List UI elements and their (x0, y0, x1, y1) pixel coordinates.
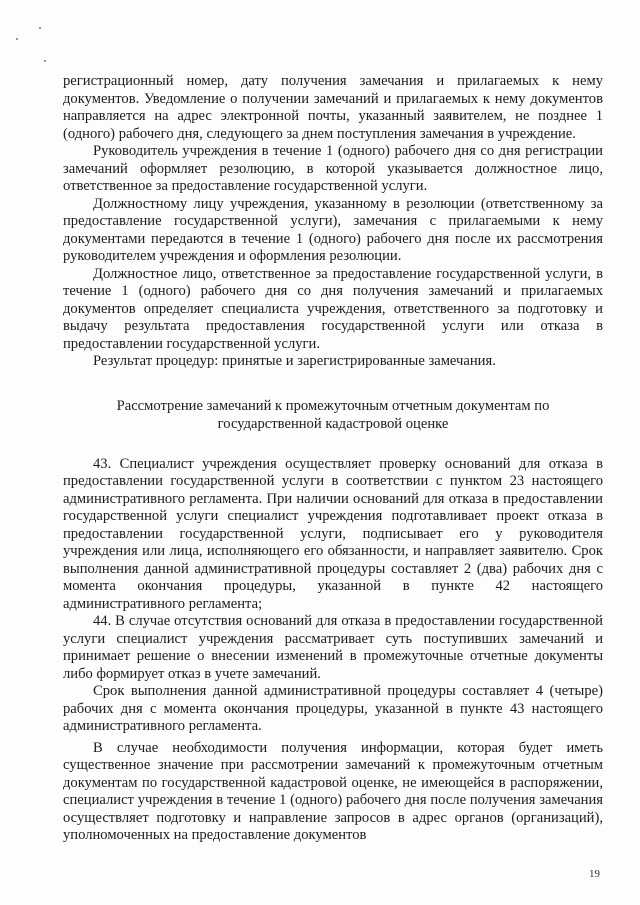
paragraph-head-resolution: Руководитель учреждения в течение 1 (одного) рабочего дня со дня регистрации замечаний оформляет резолюцию, в которой указывается должностное лицо, ответственное за предоставление государственной услуги. (63, 143, 603, 194)
paragraph-deadline: Срок выполнения данной административной процедуры составляет 4 (четыре) рабочих дня с момента окончания процедуры, указанной в пункте 43 настоящего административного регламента. (63, 683, 603, 734)
scan-speck (44, 60, 46, 62)
section-heading-line-1: Рассмотрение замечаний к промежуточным отчетным документам по (116, 397, 550, 414)
section-heading (63, 397, 603, 433)
paragraph-transfer-to-official: Должностному лицу учреждения, указанному в резолюции (ответственному за предоставление государственной услуги), замечания с прилагаемыми к нему документами передаются в течение 1 (одного) рабочего дня после их рассмотрения руководителем учреждения и оформления резолюции. (63, 195, 603, 264)
page-number: 19 (589, 868, 600, 880)
paragraph-specialist-assignment: Должностное лицо, ответственное за предоставление государственной услуги, в течение 1 (одного) рабочего дня со дня получения замечаний и прилагаемых документов определяет специалиста учреждения, ответственного за подготовку и выдачу результата предоставления государственной услуги или отказа в предоставлении государственной услуги. (63, 265, 603, 352)
paragraph-item-43: 43. Специалист учреждения осуществляет проверку оснований для отказа в предоставлении государственной услуги в соответствии с пунктом 23 настоящего административного регламента. При наличии оснований для отказа в предоставлении государственной услуги специалист учреждения подготавливает проект отказа в предоставлении государственной услуги, подписывает его у руководителя учреждения или лица, исполняющего его обязанности, и направляет заявителю. Срок выполнения данной административной процедуры составляет 2 (два) рабочих дня с момента окончания процедуры, указанной в пункте 42 настоящего административного регламента; (63, 455, 603, 612)
paragraph-item-44: 44. В случае отсутствия оснований для отказа в предоставлении государственной услуги специалист учреждения рассматривает суть поступивших замечаний и принимает решение о внесении изменений в промежуточные отчетные документы либо формирует отказ в учете замечаний. (63, 613, 603, 682)
document-body (63, 73, 603, 845)
scan-speck (39, 27, 41, 29)
paragraph-continuation: регистрационный номер, дату получения замечания и прилагаемых к нему документов. Уведомление о получении замечаний и прилагаемых к нему документов направляется на адрес электронной почты, указанный заявителем, не позднее 1 (одного) рабочего дня, следующего за днем поступления замечания в учреждение. (63, 73, 603, 142)
paragraph-information-request: В случае необходимости получения информации, которая будет иметь существенное значение при рассмотрении замечаний к промежуточным отчетным документам по государственной кадастровой оценке, не имеющейся в распоряжении, специалист учреждения в течение 1 (одного) рабочего дня после получения замечания осуществляет подготовку и направление запросов в адрес органов (организаций), уполномоченных на предоставление документов (63, 739, 603, 843)
paragraph-procedure-result: Результат процедур: принятые и зарегистрированные замечания. (93, 353, 496, 369)
scan-speck (16, 38, 18, 40)
section-heading-line-2: государственной кадастровой оценке (217, 415, 449, 432)
